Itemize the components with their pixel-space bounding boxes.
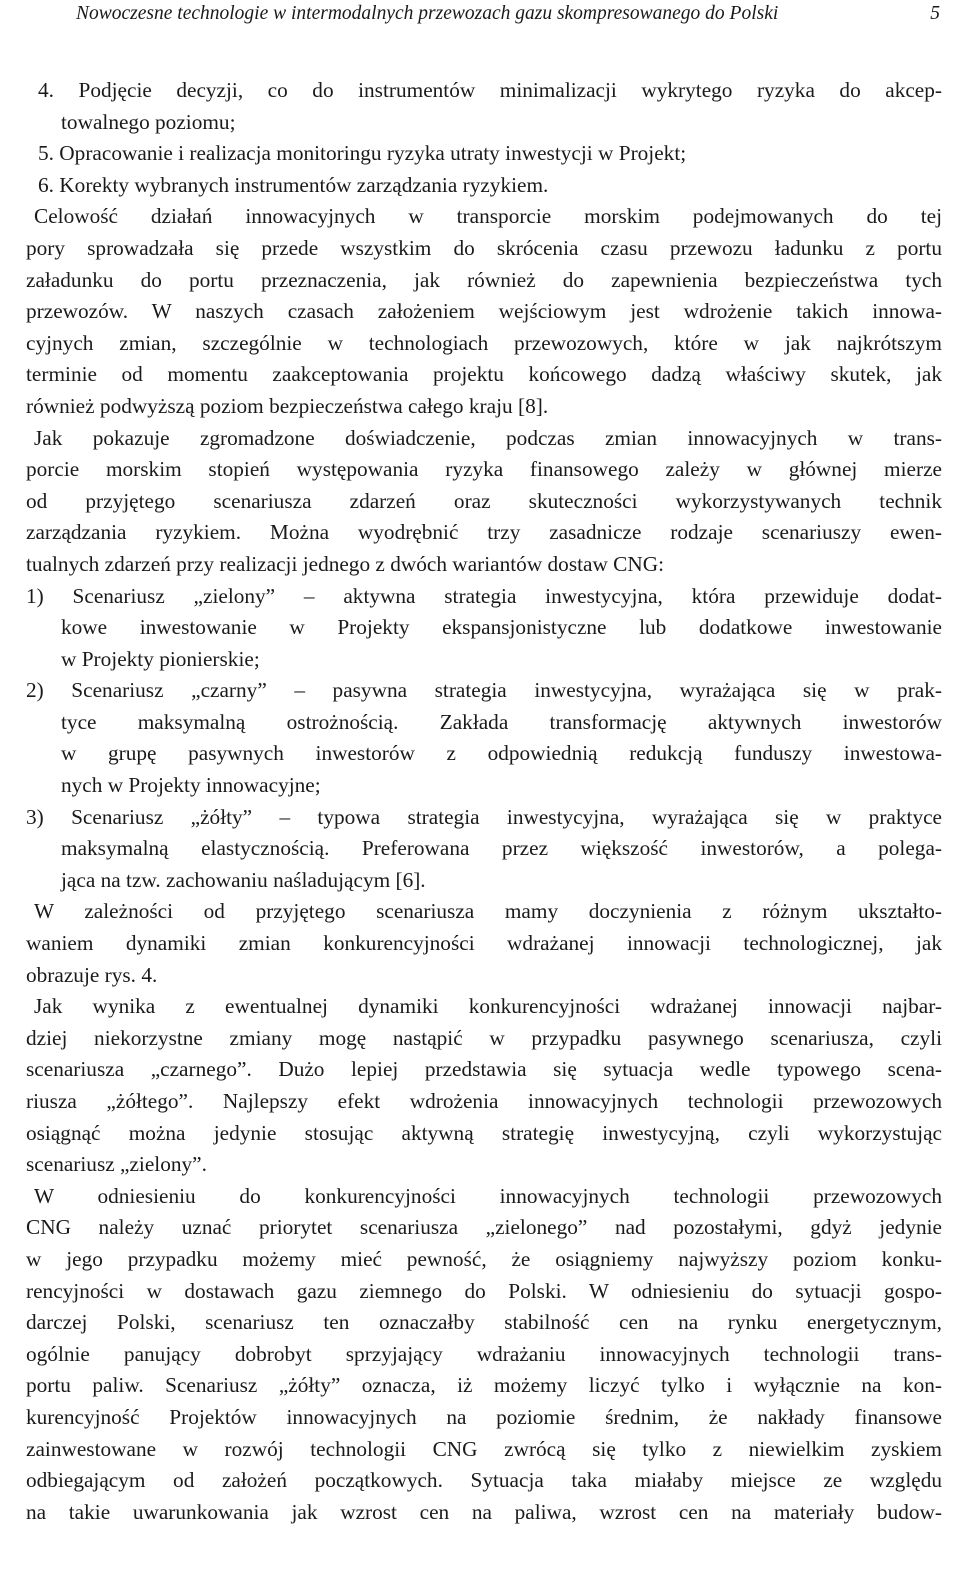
text-line: 5. Opracowanie i realizacja monitoringu ryzyka utraty inwestycji w Projekt; — [38, 141, 687, 166]
text-line: tualnych zdarzeń przy realizacji jednego z dwóch wariantów dostaw CNG: — [26, 551, 665, 576]
text-line: waniem dynamiki zmian konkurencyjności wdrażanej innowacji technologicznej, jak — [26, 931, 942, 956]
text-line: załadunku do portu przeznaczenia, jak również do zapewnienia bezpieczeństwa tych — [26, 267, 942, 292]
text-line: 1) Scenariusz „zielony” – aktywna strategia inwestycyjna, która przewiduje dodat- — [26, 583, 942, 608]
text-line: w Projekty pionierskie; — [61, 646, 260, 671]
text-line: kurencyjność Projektów innowacyjnych na poziomie średnim, że nakłady finansowe — [26, 1404, 942, 1429]
text-line: porcie morskim stopień występowania ryzyka finansowego zależy w głównej mierze — [26, 457, 942, 482]
text-line: w jego przypadku możemy mieć pewność, że osiągniemy najwyższy poziom konku- — [26, 1246, 942, 1271]
text-line: 2) Scenariusz „czarny” – pasywna strategia inwestycyjna, wyrażająca się w prak- — [26, 678, 942, 703]
body-text — [26, 75, 942, 1528]
text-line: scenariusza „czarnego”. Dużo lepiej przedstawia się sytuacja wedle typowego scena- — [26, 1057, 942, 1082]
text-line: W zależności od przyjętego scenariusza mamy doczynienia z różnym ukształto- — [34, 899, 942, 924]
text-line: Jak wynika z ewentualnej dynamiki konkurencyjności wdrażanej innowacji najbar- — [34, 994, 942, 1019]
text-line: CNG należy uznać priorytet scenariusza „zielonego” nad pozostałymi, gdyż jedynie — [26, 1215, 942, 1240]
text-line: W odniesieniu do konkurencyjności innowacyjnych technologii przewozowych — [34, 1183, 942, 1208]
text-line: zainwestowane w rozwój technologii CNG zwrócą się tylko z niewielkim zyskiem — [26, 1436, 942, 1461]
text-line: osiągnąć można jedynie stosując aktywną strategię inwestycyjną, czyli wykorzystując — [26, 1120, 942, 1145]
running-header-title: Nowoczesne technologie w intermodalnych przewozach gazu skompresowanego do Polski — [76, 3, 779, 24]
text-line: 6. Korekty wybranych instrumentów zarządzania ryzykiem. — [38, 172, 549, 197]
text-line: w grupę pasywnych inwestorów z odpowiednią redukcją funduszy inwestowa- — [61, 741, 942, 766]
text-line: obrazuje rys. 4. — [26, 962, 158, 987]
text-line: riusza „żółtego”. Najlepszy efekt wdrożenia innowacyjnych technologii przewozowych — [26, 1089, 942, 1113]
text-line: scenariusz „zielony”. — [26, 1152, 207, 1177]
text-line: rencyjności w dostawach gazu ziemnego do Polski. W odniesieniu do sytuacji gospo- — [26, 1278, 942, 1303]
text-line: cyjnych zmian, szczególnie w technologiach przewozowych, które w jak najkrótszym — [26, 330, 942, 355]
text-line: 3) Scenariusz „żółty” – typowa strategia inwestycyjna, wyrażająca się w praktyce — [26, 804, 942, 829]
text-line: Celowość działań innowacyjnych w transporcie morskim podejmowanych do tej — [34, 204, 942, 229]
text-line: 4. Podjęcie decyzji, co do instrumentów minimalizacji wykrytego ryzyka do akcep- — [38, 78, 942, 102]
text-line: pory sprowadzała się przede wszystkim do skrócenia czasu przewozu ładunku z portu — [26, 235, 942, 260]
text-line: Jak pokazuje zgromadzone doświadczenie, podczas zmian innowacyjnych w trans- — [34, 425, 942, 450]
text-line: kowe inwestowanie w Projekty ekspansjonistyczne lub dodatkowe inwestowanie — [61, 615, 942, 640]
text-line: odbiegającym od założeń początkowych. Sytuacja taka miałaby miejsce ze względu — [26, 1468, 942, 1493]
text-line: towalnego poziomu; — [61, 109, 236, 134]
text-line: dziej niekorzystne zmiany mogę nastąpić w przypadku pasywnego scenariusza, czyli — [26, 1025, 942, 1050]
text-line: tyce maksymalną ostrożnością. Zakłada transformację aktywnych inwestorów — [61, 709, 942, 734]
text-line: nych w Projekty innowacyjne; — [61, 773, 321, 798]
text-line: przewozów. W naszych czasach założeniem wejściowym jest wdrożenie takich innowa- — [26, 299, 942, 324]
page-number: 5 — [930, 3, 940, 24]
text-line: zarządzania ryzykiem. Można wyodrębnić trzy zasadnicze rodzaje scenariuszy ewen- — [26, 520, 942, 545]
text-line: od przyjętego scenariusza zdarzeń oraz skuteczności wykorzystywanych technik — [26, 488, 942, 513]
text-line: ogólnie panujący dobrobyt sprzyjający wdrażaniu innowacyjnych technologii trans- — [26, 1341, 942, 1366]
text-line: jąca na tzw. zachowaniu naśladującym [6]. — [61, 867, 426, 892]
text-line: również podwyższą poziom bezpieczeństwa całego kraju [8]. — [26, 393, 549, 418]
text-line: darczej Polski, scenariusz ten oznaczałby stabilność cen na rynku energetycznym, — [26, 1310, 942, 1335]
text-line: maksymalną elastycznością. Preferowana przez większość inwestorów, a polega- — [61, 836, 942, 861]
text-line: na takie uwarunkowania jak wzrost cen na paliwa, wzrost cen na materiały budow- — [26, 1499, 942, 1524]
text-line: terminie od momentu zaakceptowania projektu końcowego dadzą właściwy skutek, jak — [26, 362, 942, 387]
text-line: portu paliw. Scenariusz „żółty” oznacza, iż możemy liczyć tylko i wyłącznie na kon- — [26, 1373, 942, 1398]
running-header — [26, 2, 942, 26]
